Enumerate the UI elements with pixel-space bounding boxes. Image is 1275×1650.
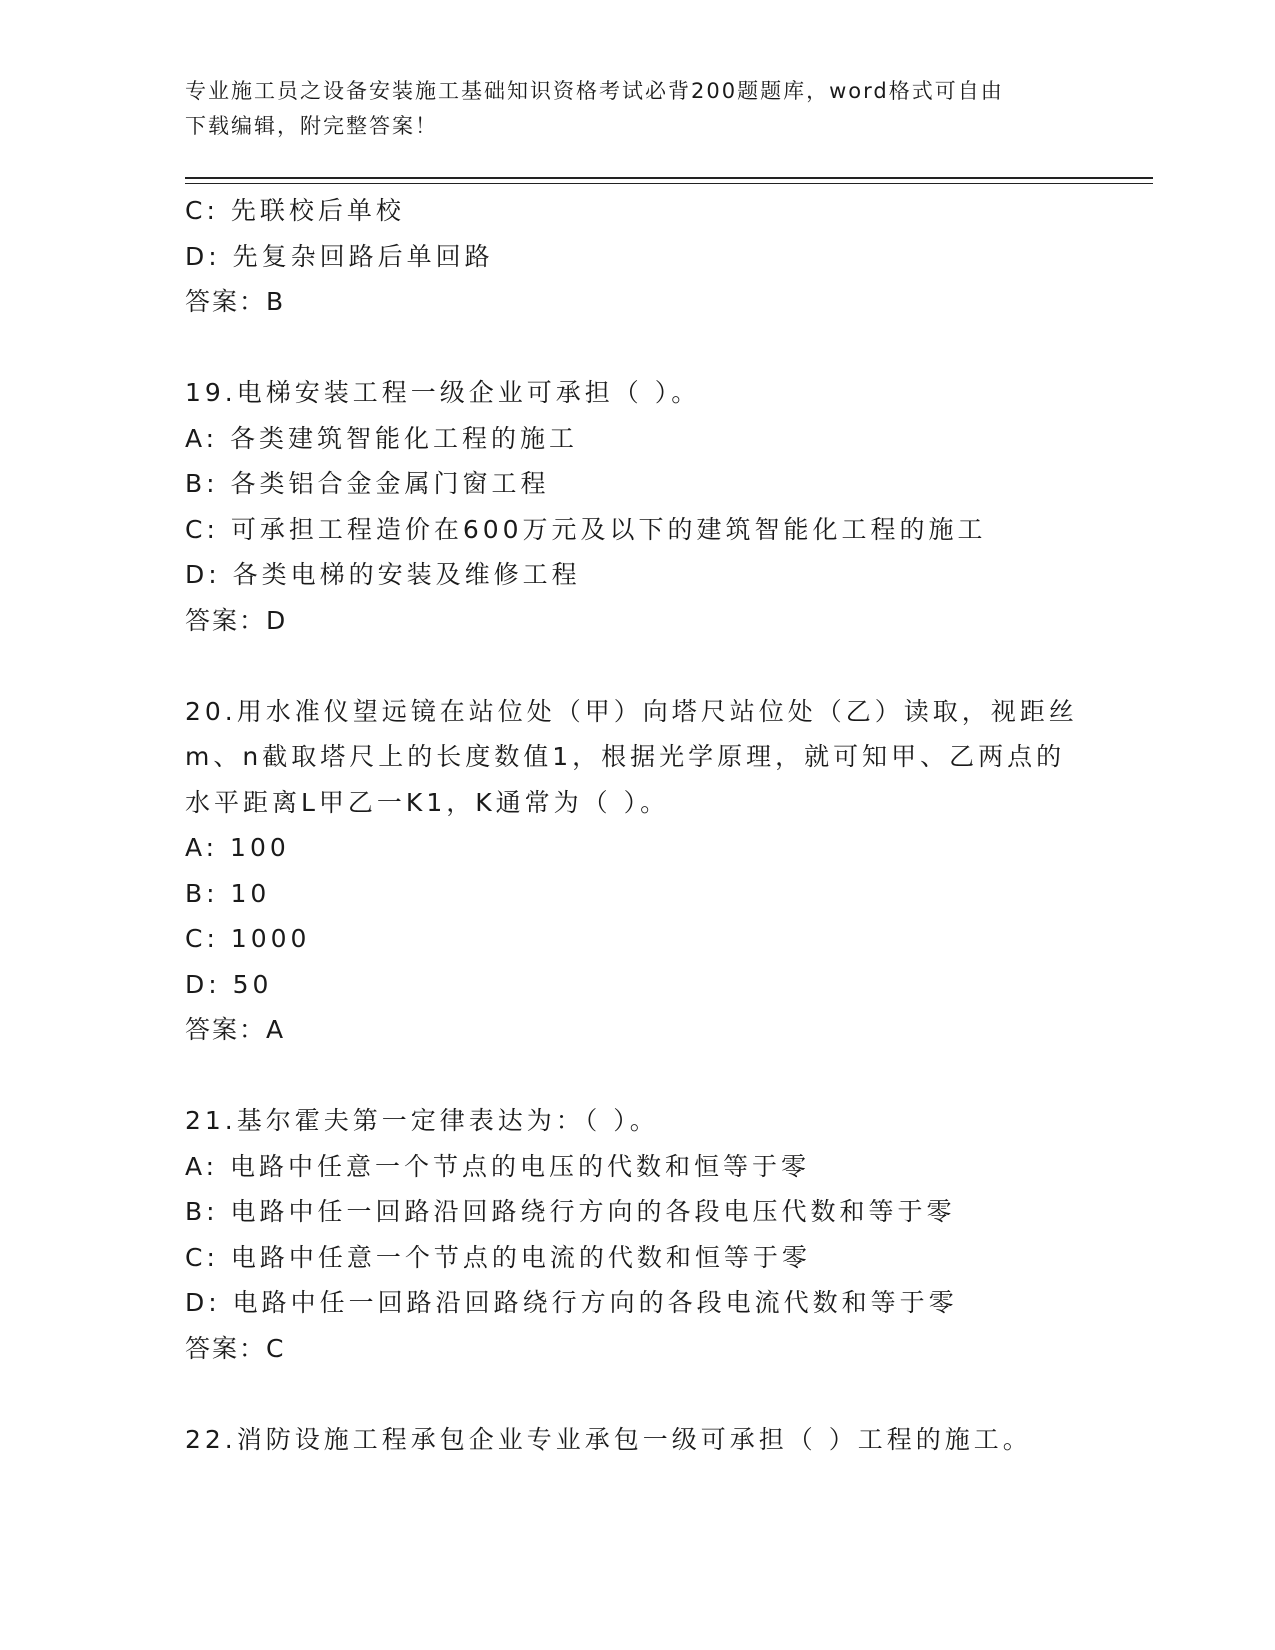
spacer xyxy=(185,1053,1085,1099)
option-b: B: 各类铝合金金属门窗工程 xyxy=(185,469,550,498)
question-21 xyxy=(185,1098,1085,1371)
document-header xyxy=(185,74,1065,144)
question-19 xyxy=(185,370,1085,643)
option-c: C: 可承担工程造价在600万元及以下的建筑智能化工程的施工 xyxy=(185,514,987,544)
question-stem-line-3: 水平距离L甲乙一K1，K通常为（ ）。 xyxy=(185,787,670,817)
option-b: B: 电路中任一回路沿回路绕行方向的各段电压代数和等于零 xyxy=(185,1197,956,1226)
option-a: A: 各类建筑智能化工程的施工 xyxy=(185,423,579,453)
question-22 xyxy=(185,1417,1085,1463)
question-stem: 22.消防设施工程承包企业专业承包一级可承担（ ）工程的施工。 xyxy=(185,1424,1032,1454)
header-line-2: 下载编辑，附完整答案！ xyxy=(185,114,438,138)
answer: 答案：B xyxy=(185,287,286,316)
option-d: D: 50 xyxy=(185,969,273,999)
header-divider xyxy=(185,177,1153,184)
option-b: B: 10 xyxy=(185,878,271,908)
option-a: A: 100 xyxy=(185,833,290,862)
spacer xyxy=(185,325,1085,371)
answer: 答案：C xyxy=(185,1333,286,1363)
question-stem: 19.电梯安装工程一级企业可承担（ ）。 xyxy=(185,378,701,407)
option-c: C: 1000 xyxy=(185,924,311,953)
option-c: C: 先联校后单校 xyxy=(185,196,405,225)
option-c: C: 电路中任意一个节点的电流的代数和恒等于零 xyxy=(185,1242,811,1272)
option-d: D: 各类电梯的安装及维修工程 xyxy=(185,560,581,589)
answer: 答案：D xyxy=(185,605,288,635)
option-a: A: 电路中任意一个节点的电压的代数和恒等于零 xyxy=(185,1151,811,1181)
question-stem: 21.基尔霍夫第一定律表达为：（ ）。 xyxy=(185,1106,659,1135)
option-d: D: 电路中任一回路沿回路绕行方向的各段电流代数和等于零 xyxy=(185,1288,958,1317)
header-line-1: 专业施工员之设备安装施工基础知识资格考试必背200题题库，word格式可自由 xyxy=(185,79,1004,103)
answer: 答案：A xyxy=(185,1015,286,1044)
question-stem-line-1: 20.用水准仪望远镜在站位处（甲）向塔尺站位处（乙）读取，视距丝 xyxy=(185,696,1078,726)
question-20 xyxy=(185,689,1085,1053)
question-list xyxy=(185,188,1085,1462)
question-18-tail xyxy=(185,188,1085,325)
spacer xyxy=(185,1371,1085,1417)
spacer xyxy=(185,643,1085,689)
option-d: D: 先复杂回路后单回路 xyxy=(185,241,494,271)
question-stem-line-2: m、n截取塔尺上的长度数值1，根据光学原理，就可知甲、乙两点的 xyxy=(185,742,1066,771)
